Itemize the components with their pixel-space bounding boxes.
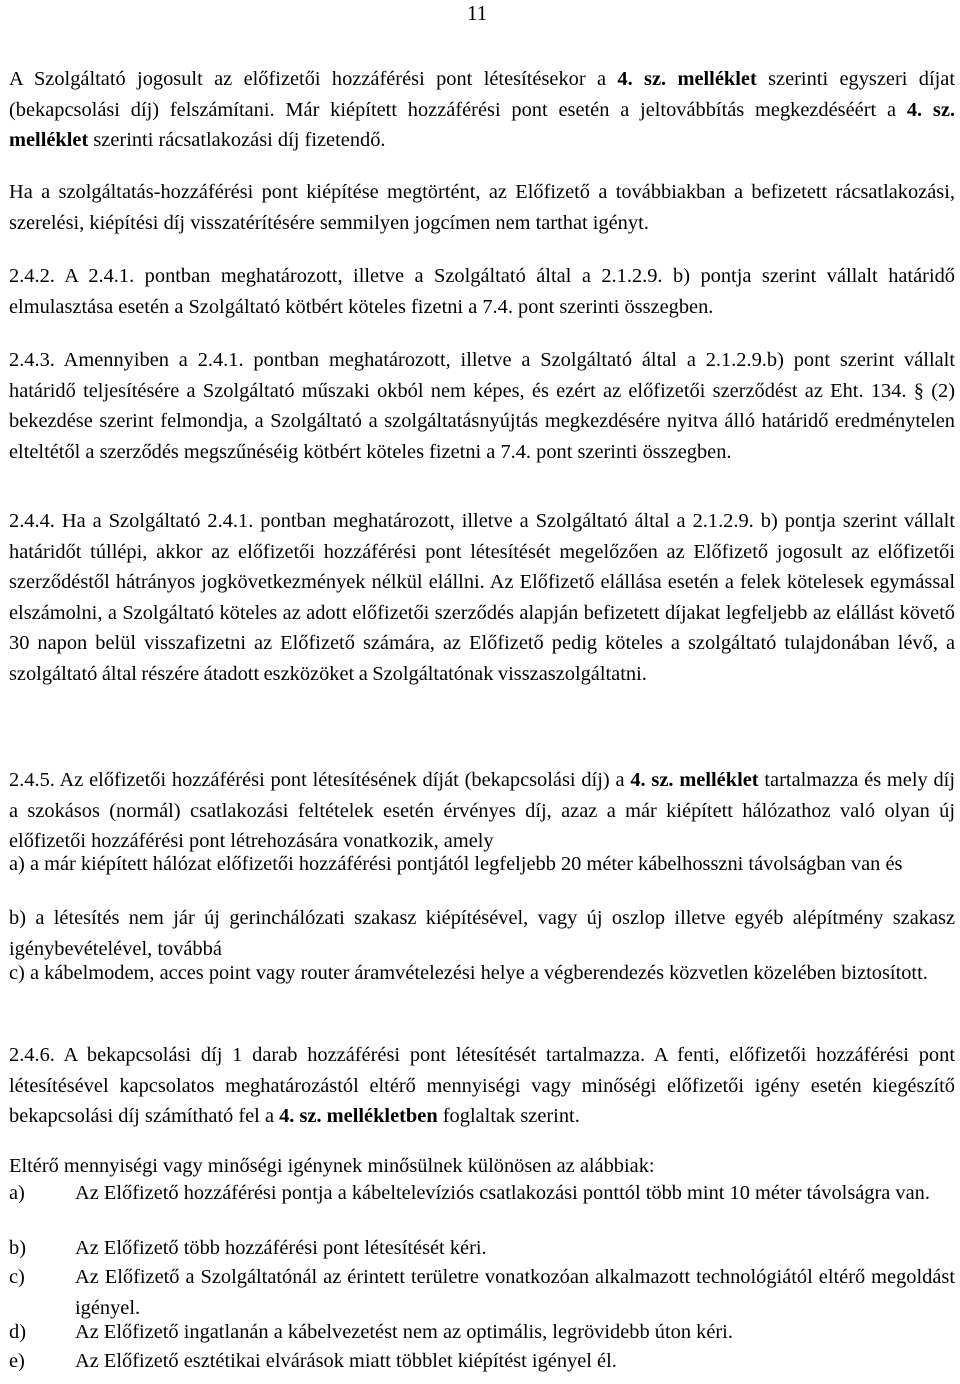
list-marker: a) — [9, 1182, 25, 1204]
paragraph-2-4-4: 2.4.4. Ha a Szolgáltató 2.4.1. pontban meghatározott, illetve a Szolgáltató által a 2.1.2.9. b) pontja szerint vállalt határidőt túllépi, akkor az előfizetői hozzáférési pont létesítését megelőzően az Előfizető jogosult az előfizetői szerződéstől hátrányos jogkövetkezmények nélkül elállni. Az Előfizető elállása esetén a felek kötelesek egymással elszámolni, a Szolgáltató köteles az adott előfizetői szerződés alapján befizetett díjakat legfeljebb az elállást követő 30 napon belül visszafizetni az Előfizető számára, az Előfizető pedig köteles a szolgáltató tulajdonában lévő, a szolgáltató által részére átadott eszközöket a Szolgáltatónak visszaszolgáltatni. — [9, 510, 955, 685]
paragraph-2-4-5 — [9, 765, 955, 857]
paragraph-condition-b: b) a létesítés nem jár új gerinchálózati szakasz kiépítésével, vagy új oszlop illetve egyéb alépítmény szakasz igénybevételével, továbbá — [9, 907, 955, 960]
list-text: Az Előfizető esztétikai elvárások miatt többlet kiépítést igényel él. — [75, 1350, 617, 1372]
list-item — [9, 1262, 955, 1317]
page-number: 11 — [467, 1, 488, 25]
paragraph-text: 2.4.5. Az előfizetői hozzáférési pont létesítésének díját (bekapcsolási díj) a — [9, 769, 631, 791]
list-marker: c) — [9, 1266, 25, 1288]
paragraph-2-4-2: 2.4.2. A 2.4.1. pontban meghatározott, illetve a Szolgáltató által a 2.1.2.9. b) pontja szerint vállalt határidő elmulasztása esetén a Szolgáltató kötbért köteles fizetni a 7.4. pont szerinti összegben. — [9, 265, 955, 318]
list-item — [9, 1317, 955, 1346]
paragraph-no-refund: Ha a szolgáltatás-hozzáférési pont kiépítése megtörtént, az Előfizető a továbbiakban a befizetett rácsatlakozási, szerelési, kiépítési díj visszatérítésére semmilyen jogcímen nem tarthat igényt. — [9, 181, 955, 234]
annex-reference: 4. sz. mellékletben — [279, 1105, 438, 1127]
list-text: Az Előfizető több hozzáférési pont létesítését kéri. — [75, 1237, 487, 1259]
annex-reference: 4. sz. melléklet — [9, 98, 955, 151]
list-marker: b) — [9, 1237, 26, 1259]
list-text: Az Előfizető a Szolgáltatónál az érintett területre vonatkozóan alkalmazott technológiától eltérő megoldást igényel. — [75, 1266, 955, 1319]
annex-reference: 4. sz. melléklet — [630, 769, 759, 791]
paragraph-2-4-3: 2.4.3. Amennyiben a 2.4.1. pontban meghatározott, illetve a Szolgáltató által a 2.1.2.9.b) pont szerint vállalt határidő teljesítésére a Szolgáltató műszaki okból nem képes, és ezért az előfizetői szerződést az Eht. 134. § (2) bekezdése szerint felmondja, a Szolgáltató a szolgáltatásnyújtás megkezdésére nyitva álló határidő eredménytelen elteltétől a szerződés megszűnéséig kötbért köteles fizetni a 7.4. pont szerinti összegben. — [9, 349, 955, 463]
list-marker: e) — [9, 1350, 25, 1372]
paragraph-text: szerinti rácsatlakozási díj fizetendő. — [88, 129, 386, 151]
list-item — [9, 1233, 955, 1262]
paragraph-text: 2.4.6. A bekapcsolási díj 1 darab hozzáférési pont létesítését tartalmazza. A fenti, előfizetői hozzáférési pont létesítésével kapcsolatos meghatározástól eltérő mennyiségi vagy minőségi előfizetői igény esetén kiegészítő bekapcsolási díj számítható fel a — [9, 1044, 955, 1127]
paragraph-text: A Szolgáltató jogosult az előfizetői hozzáférési pont létesítésekor a — [9, 68, 618, 90]
paragraph-text: foglaltak szerint. — [437, 1105, 580, 1127]
annex-reference: 4. sz. melléklet — [617, 68, 757, 90]
deviation-list — [9, 1178, 955, 1375]
paragraph-condition-a: a) a már kiépített hálózat előfizetői hozzáférési pontjától legfeljebb 20 méter kábelhosszni távolságban van és — [9, 853, 903, 875]
paragraph-list-intro: Eltérő mennyiségi vagy minőségi igénynek minősülnek különösen az alábbiak: — [9, 1155, 655, 1177]
list-text: Az Előfizető ingatlanán a kábelvezetést nem az optimális, legrövidebb úton kéri. — [75, 1321, 733, 1343]
paragraph-connection-fee — [9, 64, 955, 156]
paragraph-text: szerinti egyszeri díjat (bekapcsolási díj) felszámítani. Már kiépített hozzáférési pont esetén a jeltovábbítás megkezdéséért a — [9, 68, 956, 121]
list-text: Az Előfizető hozzáférési pontja a kábeltelevíziós csatlakozási ponttól több mint 10 méter távolságra van. — [75, 1182, 930, 1204]
list-item — [9, 1346, 955, 1375]
list-item — [9, 1178, 955, 1233]
paragraph-text: tartalmazza és mely díj a szokásos (normál) csatlakozási feltételek esetén érvényes díj, azaz a már kiépített hálózathoz való olyan új előfizetői hozzáférési pont létrehozására vonatkozik, amely — [9, 769, 956, 852]
paragraph-2-4-6 — [9, 1040, 955, 1132]
paragraph-condition-c: c) a kábelmodem, acces point vagy router áramvételezési helye a végberendezés közvetlen közelében biztosított. — [9, 962, 928, 984]
list-marker: d) — [9, 1321, 26, 1343]
